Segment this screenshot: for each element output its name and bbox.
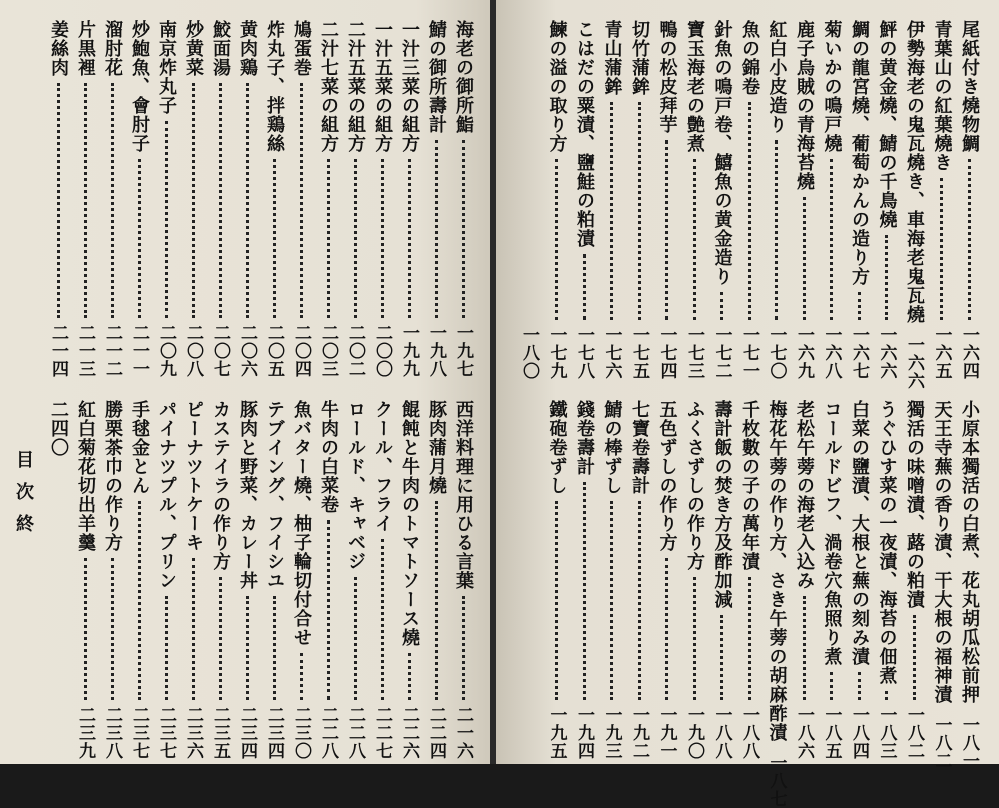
leader-dots [246, 83, 249, 318]
toc-entry [396, 400, 422, 760]
toc-entry-page-number: 一八四 [849, 706, 869, 760]
toc-entry-page-number: 二〇八 [183, 324, 203, 378]
leader-dots [803, 197, 806, 320]
toc-entry [315, 20, 341, 378]
toc-entry [764, 400, 790, 808]
toc-entry [571, 400, 597, 760]
toc-entry [72, 400, 98, 760]
toc-entry [261, 400, 287, 760]
right-page [496, 0, 999, 808]
toc-entry-page-number: 一七三 [684, 326, 704, 380]
toc-entry-title: 二四〇 [48, 400, 69, 457]
toc-entry [626, 400, 652, 760]
toc-entry [764, 20, 790, 380]
leader-dots [610, 102, 613, 320]
leader-dots [111, 83, 114, 318]
toc-entry-page-number: 二〇四 [291, 324, 311, 378]
leader-dots [462, 596, 465, 700]
toc-entry-page-number: 二一三 [75, 324, 95, 378]
toc-entry-title: 寶玉海老の艶煮 [684, 20, 705, 153]
leader-dots [858, 292, 861, 320]
toc-entry [207, 400, 233, 760]
toc-entry-page-number: 二三八 [102, 706, 122, 760]
toc-entry [45, 20, 71, 378]
toc-entry-page-number: 二〇〇 [372, 324, 392, 378]
toc-entry [874, 20, 900, 380]
toc-entry-page-number: 一八一 [959, 716, 979, 770]
toc-entry [234, 400, 260, 760]
leader-dots [583, 482, 586, 700]
toc-entry-page-number: 二〇七 [210, 324, 230, 378]
toc-entry-title: パイナツプル、プリン [156, 400, 177, 590]
toc-entry-title: 白菜の鹽漬、大根と蕪の刻み漬 [849, 400, 870, 666]
toc-entry-page-number: 一八三 [876, 706, 897, 760]
leader-dots [638, 501, 641, 700]
toc-entry [45, 400, 71, 760]
toc-entry-page-number: 一六八 [821, 326, 842, 380]
leader-dots [885, 235, 888, 320]
toc-entry [736, 400, 762, 760]
toc-entry [261, 20, 287, 378]
leader-dots [219, 577, 222, 700]
toc-entry-page-number: 一六六 [904, 336, 924, 390]
toc-entry-title: 溜肘花 [102, 20, 123, 77]
leader-dots [84, 83, 87, 318]
toc-entry [846, 400, 872, 760]
toc-entry-page-number: 二三四 [237, 706, 257, 760]
toc-entry [315, 400, 341, 760]
toc-entry-title: ロールド、キャベジ [345, 400, 366, 571]
toc-entry-title: 鯛の龍宮燒、葡萄かんの造り方 [849, 20, 870, 286]
leader-dots [273, 159, 276, 318]
toc-entry [72, 20, 98, 378]
leader-dots [693, 577, 696, 700]
toc-entry-page-number: 一九〇 [684, 706, 704, 760]
toc-entry-page-number: 一八七 [766, 754, 787, 808]
toc-entry-title: テブイング、フイシユ [264, 400, 285, 590]
leader-dots [555, 159, 558, 320]
toc-entry [654, 20, 680, 380]
toc-entry-title: 鳩蛋巻 [291, 20, 312, 77]
toc-entry-page-number: 一九五 [546, 706, 567, 760]
leader-dots [858, 672, 861, 700]
toc-entry-title: 炒黄菜 [183, 20, 204, 77]
toc-entry-page-number: 二二八 [345, 706, 365, 760]
toc-entry [423, 20, 449, 378]
toc-entry-title: 梅花午蒡の作り方、さき午蒡の胡麻酢漬 [766, 400, 788, 742]
toc-entry-page-number: 二三七 [156, 706, 176, 760]
toc-entry [874, 400, 900, 760]
toc-entry [516, 20, 542, 380]
toc-entry-title: 紅白菊花切出羊羹 [75, 400, 96, 552]
toc-entry-title: 炒鮑魚、會肘子 [129, 20, 150, 153]
toc-entry-title: 青山蒲鉾 [601, 20, 623, 96]
toc-entry-title: 千枚數の子の萬年漬 [739, 400, 760, 571]
toc-entry-title: コールドビフ、渦卷穴魚照り煮 [821, 400, 843, 666]
leader-dots [748, 577, 751, 700]
toc-entry [791, 20, 817, 380]
leader-dots [435, 140, 438, 318]
toc-entry-title: 鮃の黄金燒、鯖の千鳥燒 [876, 20, 898, 229]
toc-entry-title: 尾紙付き燒物鯛 [959, 20, 980, 153]
leader-dots [57, 83, 60, 318]
toc-entry-page-number: 一七六 [601, 326, 622, 380]
toc-entry [342, 20, 368, 378]
toc-entry-page-number: 一七二 [711, 326, 732, 380]
toc-entry-page-number: 二〇九 [156, 324, 176, 378]
leader-dots [138, 159, 141, 318]
toc-entry-page-number: 一六七 [849, 326, 869, 380]
leader-dots [84, 558, 87, 700]
toc-entry-title: 鹿子烏賊の青海苔燒 [794, 20, 815, 191]
leader-dots [300, 653, 303, 700]
toc-entry-title: 魚バター燒、柚子輪切付合せ [291, 400, 312, 647]
leader-dots [462, 140, 465, 318]
toc-entry-title: カステイラの作り方 [210, 400, 231, 571]
toc-entry-page-number: 二三四 [264, 706, 284, 760]
toc-entry [126, 20, 152, 378]
toc-entry [450, 400, 476, 760]
toc-entry-title: 魚の錦卷 [739, 20, 760, 96]
toc-entry-page-number: 一六九 [794, 326, 814, 380]
leader-dots [665, 140, 668, 320]
leader-dots [940, 178, 943, 320]
toc-entry [544, 400, 570, 760]
toc-entry-title: 錢卷壽計 [574, 400, 595, 476]
toc-entry-title: 紅白小皮造り [766, 20, 788, 134]
toc-entry [369, 20, 395, 378]
toc-entry [180, 20, 206, 378]
leader-dots [165, 596, 168, 700]
toc-entry-page-number: 二二六 [399, 706, 419, 760]
toc-entry-title: 二汁七菜の組方 [318, 20, 339, 153]
toc-entry [423, 400, 449, 760]
toc-entry-page-number: 一九七 [453, 324, 473, 378]
leader-dots [381, 539, 384, 700]
toc-entry-title: 五色ずしの作り方 [656, 400, 678, 552]
toc-entry-title: 餛飩と牛肉のトマトソース燒 [399, 400, 420, 647]
toc-entry-title: 手毬金とん [129, 400, 150, 495]
leader-dots [803, 596, 806, 700]
toc-entry [929, 400, 955, 770]
toc-entry-title: 牛肉の白菜卷 [318, 400, 339, 514]
toc-entry-title: 鴨の松皮拜芋 [656, 20, 678, 134]
toc-entry-page-number: 二一六 [453, 706, 473, 760]
toc-entry [819, 400, 845, 760]
toc-entry [901, 20, 927, 390]
toc-entry-title: 伊勢海老の鬼瓦燒き、車海老鬼瓦燒 [904, 20, 925, 324]
leader-dots [354, 159, 357, 318]
toc-entry-title: 針魚の鳴戸卷、鱚魚の黄金造り [711, 20, 733, 286]
leader-dots [720, 292, 723, 320]
toc-entry [709, 20, 735, 380]
toc-entry [956, 20, 982, 380]
toc-entry-title: 切竹蒲鉾 [629, 20, 650, 96]
toc-entry-page-number: 二三七 [129, 706, 149, 760]
toc-entry [450, 20, 476, 378]
leader-dots [408, 159, 411, 318]
toc-entry-page-number: 二二七 [372, 706, 392, 760]
toc-entry-page-number: 一七五 [629, 326, 649, 380]
leader-dots [435, 501, 438, 700]
leader-dots [968, 159, 971, 320]
toc-entry [599, 20, 625, 380]
toc-entry-title: クール、フライ [372, 400, 393, 533]
toc-entry-page-number: 一八六 [794, 706, 814, 760]
leader-dots [638, 102, 641, 320]
leader-dots [354, 577, 357, 700]
toc-entry [681, 20, 707, 380]
toc-entry-page-number: 一九九 [399, 324, 419, 378]
toc-entry-title: 勝栗茶巾の作り方 [102, 400, 123, 552]
leader-dots [748, 102, 751, 320]
toc-entry-title: 西洋料理に用ひる言葉 [453, 400, 474, 590]
toc-entry-page-number: 一八〇 [519, 326, 539, 380]
leader-dots [111, 558, 114, 700]
toc-entry-page-number: 一八二 [931, 716, 952, 770]
toc-entry [234, 20, 260, 378]
leader-dots [830, 672, 833, 700]
leader-dots [665, 558, 668, 700]
toc-entry-title: ピーナツトケーキ [183, 400, 204, 552]
toc-entry-page-number: 一六五 [931, 326, 952, 380]
toc-entry-page-number: 二二八 [318, 706, 338, 760]
toc-entry-title: 炸丸子、拌鶏絲 [264, 20, 285, 153]
leader-dots [913, 615, 916, 700]
leader-dots [381, 159, 384, 318]
leader-dots [583, 254, 586, 320]
toc-entry-page-number: 二三五 [210, 706, 230, 760]
toc-entry [819, 20, 845, 380]
toc-entry-title: 獨活の味噌漬、蕗の粕漬 [904, 400, 925, 609]
toc-entry-page-number: 一八二 [904, 706, 924, 760]
leader-dots [192, 83, 195, 318]
toc-entry-title: 豚肉蒲月燒 [426, 400, 447, 495]
toc-entry-title: 黄肉鶏 [237, 20, 258, 77]
toc-entry-title: 南京炸丸子 [156, 20, 177, 115]
toc-entry [288, 400, 314, 760]
toc-entry [929, 20, 955, 380]
leader-dots [555, 501, 558, 700]
toc-entry [846, 20, 872, 380]
leader-dots [693, 159, 696, 320]
toc-entry-page-number: 二二四 [426, 706, 446, 760]
toc-entry [99, 400, 125, 760]
toc-entry [207, 20, 233, 378]
toc-entry-page-number: 一六六 [876, 326, 897, 380]
leader-dots [720, 615, 723, 700]
toc-entry [126, 400, 152, 760]
toc-entry-title: 鰊の溢の取り方 [546, 20, 568, 153]
toc-entry-page-number: 一九三 [601, 706, 622, 760]
toc-entry-page-number: 二一四 [48, 324, 68, 378]
toc-entry [544, 20, 570, 380]
toc-entry-page-number: 一九二 [629, 706, 649, 760]
leader-dots [327, 159, 330, 318]
toc-entry-title: 一汁五菜の組方 [372, 20, 393, 153]
toc-entry-page-number: 二三〇 [291, 706, 311, 760]
toc-entry-page-number: 二〇六 [237, 324, 257, 378]
leader-dots [219, 83, 222, 318]
toc-entry-page-number: 一七四 [656, 326, 677, 380]
toc-entry-title: うぐひす菜の一夜漬、海苔の佃煮 [876, 400, 898, 685]
toc-entry-title: 片黒裡 [75, 20, 96, 77]
toc-entry [736, 20, 762, 380]
toc-entry-title: 老松午蒡の海老入込み [794, 400, 815, 590]
leader-dots [165, 121, 168, 318]
end-of-contents-mark: 目次終 [13, 450, 34, 546]
toc-entry [369, 400, 395, 760]
toc-entry-page-number: 二三六 [183, 706, 203, 760]
toc-entry [342, 400, 368, 760]
toc-entry-title: 菊いかの鳴戸燒 [821, 20, 843, 153]
toc-entry-page-number: 一六四 [959, 326, 979, 380]
toc-entry-title: 小原本獨活の白煮、花丸胡瓜松前押 [959, 400, 980, 704]
toc-entry [396, 20, 422, 378]
toc-entry-page-number: 一七一 [739, 326, 759, 380]
toc-entry-title: 鮫面湯 [210, 20, 231, 77]
toc-entry [571, 20, 597, 380]
leader-dots [610, 501, 613, 700]
leader-dots [830, 159, 833, 320]
toc-entry [709, 400, 735, 760]
leader-dots [138, 501, 141, 700]
toc-entry-title: 海老の御所鮨 [453, 20, 474, 134]
toc-entry-title: 青葉山の紅葉燒き [931, 20, 953, 172]
toc-entry [626, 20, 652, 380]
toc-entry-page-number: 二〇五 [264, 324, 284, 378]
toc-entry-title: 天王寺蕪の香り漬、干大根の福神漬 [931, 400, 953, 704]
toc-entry-title: 鐵砲卷ずし [546, 400, 568, 495]
toc-entry-page-number: 一九一 [656, 706, 677, 760]
toc-entry-page-number: 一七八 [574, 326, 594, 380]
toc-entry-page-number: 一八五 [821, 706, 842, 760]
toc-entry-title: 姜絲肉 [48, 20, 69, 77]
toc-entry-title: 一汁三菜の組方 [399, 20, 420, 153]
leader-dots [885, 691, 888, 700]
left-page [0, 0, 490, 764]
toc-entry [654, 400, 680, 760]
toc-entry-title: 七寶卷壽計 [629, 400, 650, 495]
toc-entry [681, 400, 707, 760]
toc-entry-page-number: 二一一 [129, 324, 149, 378]
toc-entry-title: こはだの粟漬、鹽鮭の粕漬 [574, 20, 595, 248]
toc-entry-title: 鯖の棒ずし [601, 400, 623, 495]
leader-dots [300, 83, 303, 318]
toc-entry-page-number: 一九四 [574, 706, 594, 760]
toc-entry [288, 20, 314, 378]
toc-entry [956, 400, 982, 770]
toc-entry-page-number: 一九八 [426, 324, 446, 378]
toc-entry-page-number: 二三九 [75, 706, 95, 760]
leader-dots [408, 653, 411, 700]
toc-entry-title: ふくさずしの作り方 [684, 400, 705, 571]
toc-entry [153, 400, 179, 760]
toc-entry [901, 400, 927, 760]
leader-dots [327, 520, 330, 700]
toc-entry [180, 400, 206, 760]
toc-entry-title: 鯖の御所壽計 [426, 20, 447, 134]
leader-dots [246, 596, 249, 700]
toc-entry [599, 400, 625, 760]
toc-entry-title: 二汁五菜の組方 [345, 20, 366, 153]
toc-entry-page-number: 一八八 [739, 706, 759, 760]
toc-entry-page-number: 一七九 [546, 326, 567, 380]
toc-entry [791, 400, 817, 760]
leader-dots [775, 140, 778, 320]
toc-entry-page-number: 二〇二 [345, 324, 365, 378]
toc-entry-page-number: 二〇三 [318, 324, 338, 378]
toc-entry [99, 20, 125, 378]
toc-entry [153, 20, 179, 378]
toc-entry-page-number: 二一二 [102, 324, 122, 378]
toc-entry-page-number: 一七〇 [766, 326, 787, 380]
leader-dots [273, 596, 276, 700]
leader-dots [192, 558, 195, 700]
toc-entry-page-number: 一八八 [711, 706, 732, 760]
toc-entry-title: 壽計飯の焚き方及酢加減 [711, 400, 733, 609]
toc-entry-title: 豚肉と野菜、カレー丼 [237, 400, 258, 590]
